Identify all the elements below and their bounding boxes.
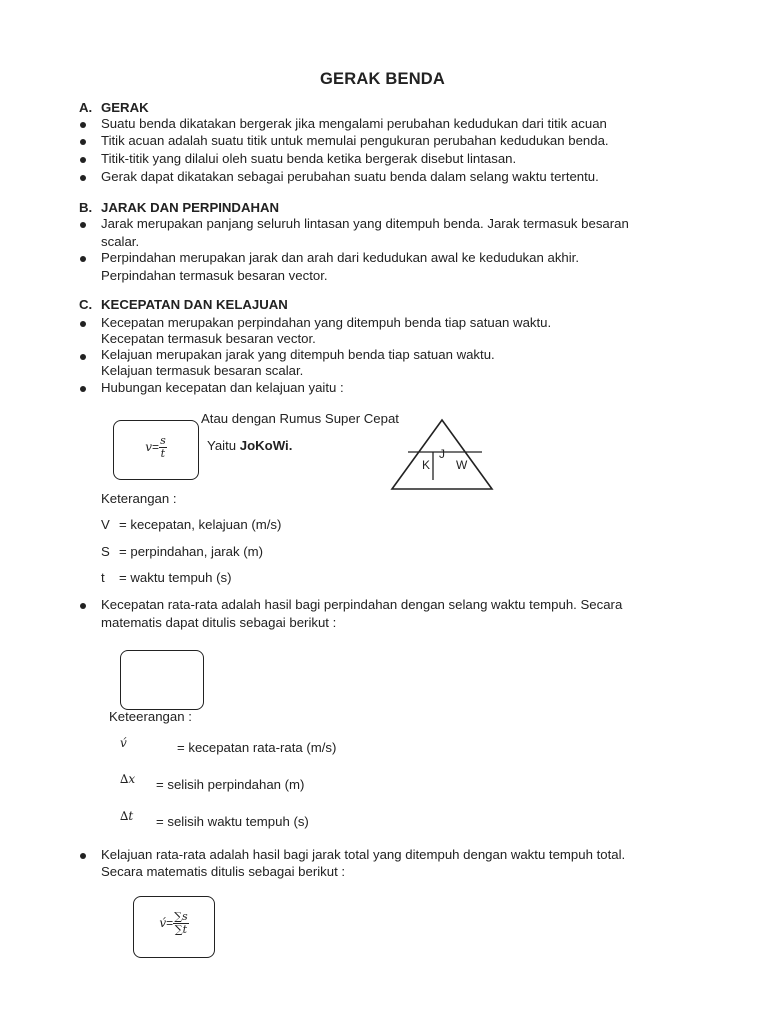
keterangan-2-symbol-dx: ∆x xyxy=(120,772,136,786)
keterangan-2-title: Keteerangan : xyxy=(109,709,192,724)
keterangan-2-desc-vbar: = kecepatan rata-rata (m/s) xyxy=(177,740,337,755)
formula-average-eq: = xyxy=(166,915,174,930)
formula-speed-denominator: t xyxy=(160,447,166,460)
section-a-bullet-2: Titik acuan adalah suatu titik untuk memulai pengukuran perubahan kedudukan benda. xyxy=(101,133,609,148)
bullet-icon xyxy=(80,603,86,609)
triangle-label-w: W xyxy=(456,458,468,472)
section-c-bullet-4-line-2: matematis dapat ditulis sebagai berikut : xyxy=(101,615,337,630)
page-title: GERAK BENDA xyxy=(320,70,446,88)
section-b-bullet-1-line-1: Jarak merupakan panjang seluruh lintasan yang ditempuh benda. Jarak termasuk besaran xyxy=(101,216,629,231)
bullet-icon xyxy=(80,222,86,228)
section-b-bullet-2-line-2: Perpindahan termasuk besaran vector. xyxy=(101,268,328,283)
bullet-icon xyxy=(80,139,86,145)
section-a-label: A. xyxy=(79,100,93,115)
formula-speed-lhs: v xyxy=(145,439,153,454)
keterangan-1-symbol-v: V xyxy=(101,517,110,532)
keterangan-1-desc-v: = kecepatan, kelajuan (m/s) xyxy=(119,517,282,532)
section-c-heading: KECEPATAN DAN KELAJUAN xyxy=(101,297,288,312)
formula-average-lhs: v́ xyxy=(159,915,167,930)
jokowi-bold: JoKoWi. xyxy=(239,438,293,453)
formula-average-denominator: ∑t xyxy=(174,923,188,936)
section-b-label: B. xyxy=(79,200,93,215)
section-c-bullet-4-line-1: Kecepatan rata-rata adalah hasil bagi perpindahan dengan selang waktu tempuh. Secara xyxy=(101,597,623,612)
section-c-bullet-1-line-1: Kecepatan merupakan perpindahan yang ditempuh benda tiap satuan waktu. xyxy=(101,315,552,330)
section-c-bullet-1-line-2: Kecepatan termasuk besaran vector. xyxy=(101,331,316,346)
triangle-label-j: J xyxy=(439,447,445,461)
section-a-bullet-1: Suatu benda dikatakan bergerak jika mengalami perubahan kedudukan dari titik acuan xyxy=(101,116,607,131)
formula-speed-eq: = xyxy=(152,439,160,454)
section-a-bullet-4: Gerak dapat dikatakan sebagai perubahan suatu benda dalam selang waktu tertentu. xyxy=(101,169,599,184)
section-c-bullet-5-line-2: Secara matematis ditulis sebagai berikut : xyxy=(101,864,346,879)
bullet-icon xyxy=(80,256,86,262)
bullet-icon xyxy=(80,386,86,392)
keterangan-2-symbol-dt: ∆t xyxy=(120,809,134,823)
section-b-heading: JARAK DAN PERPINDAHAN xyxy=(101,200,280,215)
bullet-icon xyxy=(80,122,86,128)
keterangan-1-desc-s: = perpindahan, jarak (m) xyxy=(119,544,264,559)
formula-speed xyxy=(114,435,198,460)
bullet-icon xyxy=(80,175,86,181)
keterangan-1-title: Keterangan : xyxy=(101,491,177,506)
formula-box-empty xyxy=(120,650,204,710)
bullet-icon xyxy=(80,321,86,327)
section-a-bullet-3: Titik-titik yang dilalui oleh suatu benda ketika bergerak disebut lintasan. xyxy=(101,151,517,166)
jokowi-text xyxy=(207,438,292,453)
section-c-bullet-2-line-2: Kelajuan termasuk besaran scalar. xyxy=(101,363,304,378)
yaitu-prefix: Yaitu xyxy=(207,438,240,453)
section-c-bullet-2-line-1: Kelajuan merupakan jarak yang ditempuh benda tiap satuan waktu. xyxy=(101,347,495,362)
bullet-icon xyxy=(80,853,86,859)
section-a-heading: GERAK xyxy=(101,100,149,115)
triangle-label-k: K xyxy=(422,458,431,472)
formula-average-numerator: ∑s xyxy=(174,910,188,923)
jkw-triangle-diagram xyxy=(388,414,496,494)
section-b-bullet-2-line-1: Perpindahan merupakan jarak dan arah dari kedudukan awal ke kedudukan akhir. xyxy=(101,250,580,265)
formula-average-speed xyxy=(134,911,214,936)
keterangan-1-symbol-t: t xyxy=(101,570,105,585)
section-c-bullet-5-line-1: Kelajuan rata-rata adalah hasil bagi jarak total yang ditempuh dengan waktu tempuh total. xyxy=(101,847,626,862)
keterangan-1-desc-t: = waktu tempuh (s) xyxy=(119,570,232,585)
keterangan-2-symbol-vbar: v́ xyxy=(120,736,127,750)
section-c-label: C. xyxy=(79,297,93,312)
keterangan-2-desc-dx: = selisih perpindahan (m) xyxy=(156,777,305,792)
rumus-super-cepat-text: Atau dengan Rumus Super Cepat xyxy=(201,411,399,426)
bullet-icon xyxy=(80,157,86,163)
formula-box-speed xyxy=(113,420,199,480)
bullet-icon xyxy=(80,354,86,360)
formula-speed-numerator: s xyxy=(160,434,166,447)
keterangan-1-symbol-s: S xyxy=(101,544,110,559)
section-c-bullet-3: Hubungan kecepatan dan kelajuan yaitu : xyxy=(101,380,344,395)
keterangan-2-desc-dt: = selisih waktu tempuh (s) xyxy=(156,814,309,829)
section-b-bullet-1-line-2: scalar. xyxy=(101,234,140,249)
formula-box-average-speed xyxy=(133,896,215,958)
